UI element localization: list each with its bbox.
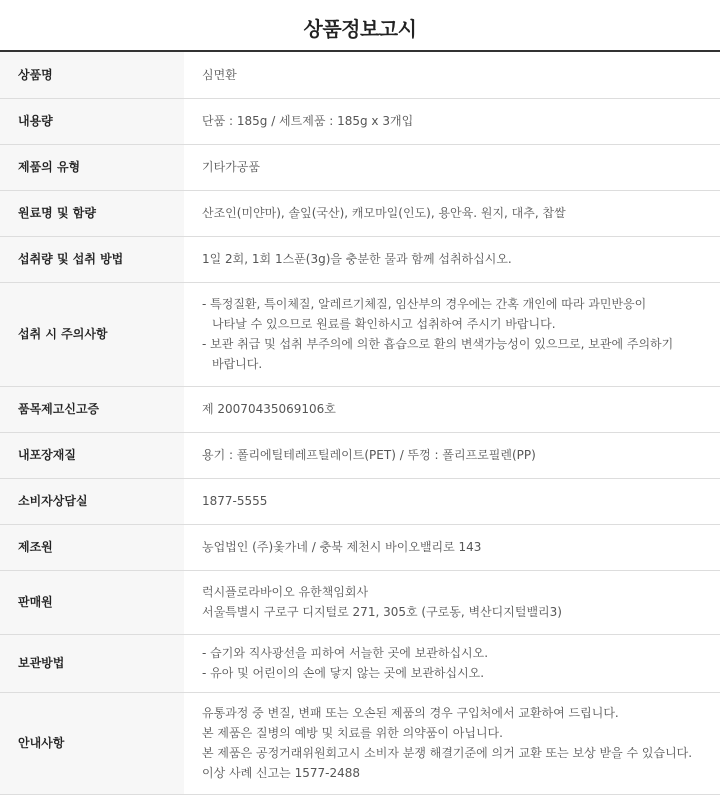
row-value xyxy=(184,144,720,190)
value-line: 서울특별시 구로구 디지털로 271, 305호 (구로동, 벽산디지털밸리3) xyxy=(202,605,562,619)
row-value xyxy=(184,236,720,282)
row-label: 섭취 시 주의사항 xyxy=(0,282,184,386)
value-line: 유통과정 중 변질, 변패 또는 오손된 제품의 경우 구입처에서 교환하여 드립니다. xyxy=(202,706,619,720)
table-row xyxy=(0,634,720,692)
value-line: 용기 : 폴리에틸테레프틸레이트(PET) / 뚜껑 : 폴리프로필렌(PP) xyxy=(202,448,536,462)
table-row xyxy=(0,98,720,144)
table-row xyxy=(0,190,720,236)
row-label: 제품의 유형 xyxy=(0,144,184,190)
table-row xyxy=(0,570,720,634)
row-label: 보관방법 xyxy=(0,634,184,692)
table-row xyxy=(0,386,720,432)
row-value xyxy=(184,52,720,98)
table-row xyxy=(0,432,720,478)
row-value xyxy=(184,478,720,524)
table-row xyxy=(0,236,720,282)
value-line: - 습기와 직사광선을 피하여 서늘한 곳에 보관하십시오. xyxy=(202,646,489,660)
row-label: 원료명 및 함량 xyxy=(0,190,184,236)
page-title: 상품정보고시 xyxy=(0,0,720,52)
value-line: 1877-5555 xyxy=(202,494,268,508)
row-label: 제조원 xyxy=(0,524,184,570)
product-info-table xyxy=(0,52,720,795)
table-row xyxy=(0,52,720,98)
row-label: 안내사항 xyxy=(0,692,184,794)
row-value xyxy=(184,432,720,478)
value-line: 농업법인 (주)옻가네 / 충북 제천시 바이오밸리로 143 xyxy=(202,540,482,554)
table-row xyxy=(0,524,720,570)
row-value xyxy=(184,524,720,570)
value-line: 이상 사례 신고는 1577-2488 xyxy=(202,766,360,780)
value-line: 본 제품은 질병의 예방 및 치료를 위한 의약품이 아닙니다. xyxy=(202,726,503,740)
row-label: 섭취량 및 섭취 방법 xyxy=(0,236,184,282)
value-line: 산조인(미얀마), 솔잎(국산), 캐모마일(인도), 용안육. 원지, 대추, 찹쌀 xyxy=(202,206,566,220)
row-label: 품목제고신고증 xyxy=(0,386,184,432)
table-row xyxy=(0,478,720,524)
table-row xyxy=(0,282,720,386)
row-value xyxy=(184,386,720,432)
value-line: - 특정질환, 특이체질, 알레르기체질, 임산부의 경우에는 간혹 개인에 따라 과민반응이 xyxy=(202,297,647,311)
row-value xyxy=(184,282,720,386)
row-label: 판매원 xyxy=(0,570,184,634)
value-line: 럭시플로라바이오 유한책임회사 xyxy=(202,585,369,599)
value-line: - 유아 및 어린이의 손에 닿지 않는 곳에 보관하십시오. xyxy=(202,666,485,680)
row-label: 내포장재질 xyxy=(0,432,184,478)
value-line: 1일 2회, 1회 1스푼(3g)을 충분한 물과 함께 섭취하십시오. xyxy=(202,252,512,266)
row-value xyxy=(184,570,720,634)
row-value xyxy=(184,98,720,144)
value-line: 기타가공품 xyxy=(202,160,260,174)
table-row xyxy=(0,144,720,190)
value-line: 제 20070435069106호 xyxy=(202,402,336,416)
row-label: 상품명 xyxy=(0,52,184,98)
value-line: 단품 : 185g / 세트제품 : 185g x 3개입 xyxy=(202,114,414,128)
row-value xyxy=(184,634,720,692)
row-value xyxy=(184,692,720,794)
row-label: 내용량 xyxy=(0,98,184,144)
row-label: 소비자상담실 xyxy=(0,478,184,524)
value-line: 나타날 수 있으므로 원료를 확인하시고 섭취하여 주시기 바랍니다. xyxy=(212,317,556,331)
value-line: 바랍니다. xyxy=(212,357,263,371)
value-line: 심면환 xyxy=(202,67,237,82)
value-line: - 보관 취급 및 섭취 부주의에 의한 흡습으로 환의 변색가능성이 있으므로, 보관에 주의하기 xyxy=(202,337,674,351)
value-line: 본 제품은 공정거래위원회고시 소비자 분쟁 해결기준에 의거 교환 또는 보상 받을 수 있습니다. xyxy=(202,746,693,760)
row-value xyxy=(184,190,720,236)
table-row xyxy=(0,692,720,794)
